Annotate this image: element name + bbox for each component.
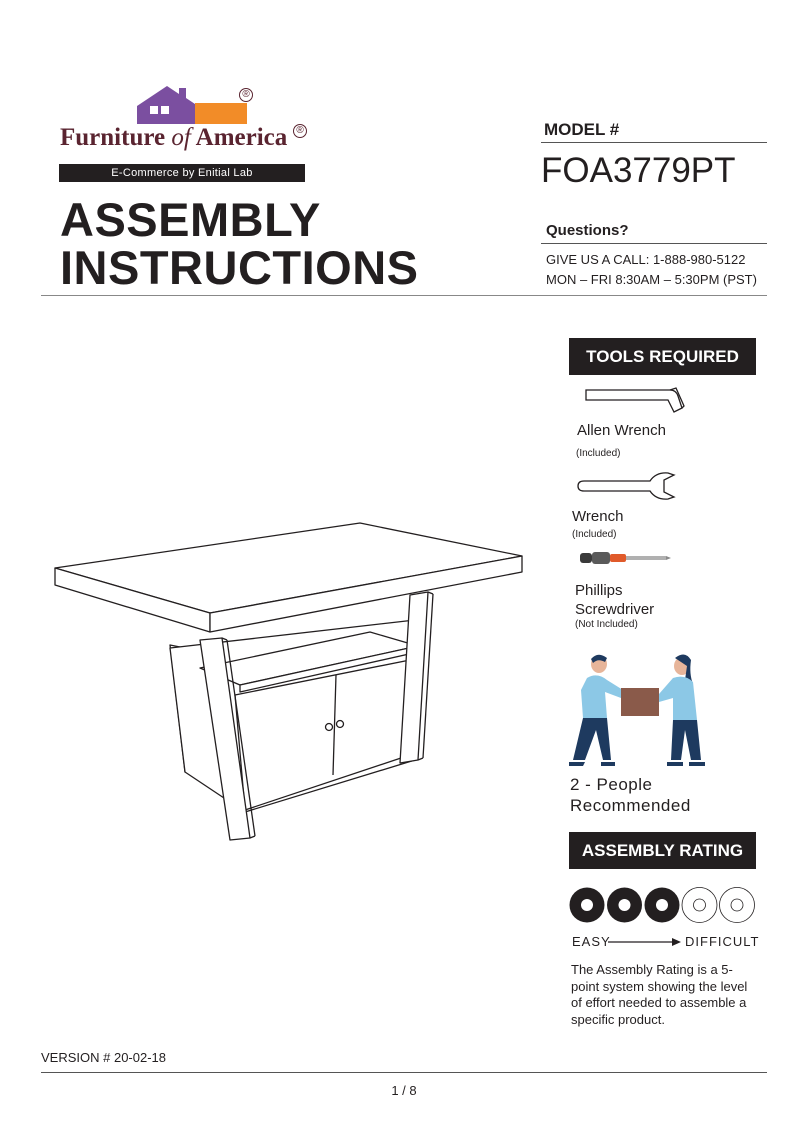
tool-name-wrench: Wrench [572,508,624,525]
model-number: FOA3779PT [541,151,736,190]
tool-note-screwdriver: (Not Included) [575,619,638,630]
tool-note-wrench: (Included) [572,529,617,540]
tool-name-screwdriver-line1: Phillips [575,582,623,599]
model-label: MODEL # [544,120,620,139]
tool-note-allen-wrench: (Included) [576,448,621,459]
people-recommended-line1: 2 - People [570,775,653,794]
brand-name-part3: America [190,124,288,151]
house-logo-icon [137,84,252,126]
rating-dot-empty [720,888,755,923]
registered-mark-top: ® [239,88,253,102]
counter-height-table-with-cabinet-icon [50,520,530,850]
contact-hours: MON – FRI 8:30AM – 5:30PM (PST) [546,272,757,287]
rating-easy-label: EASY [572,934,611,949]
assembly-rating-heading: ASSEMBLY RATING [569,832,756,869]
brand-name-of: of [171,124,191,151]
rating-dots [568,885,758,925]
footer-divider [41,1072,767,1073]
rating-arrow-icon [608,936,682,948]
rating-dot-filled [607,888,642,923]
model-divider [541,142,767,143]
tools-required-heading: TOOLS REQUIRED [569,338,756,375]
registered-mark: ® [293,124,307,138]
rating-dot-filled [570,888,605,923]
tool-name-screwdriver-line2: Screwdriver [575,601,655,618]
brand-name [60,124,287,152]
version-label: VERSION # 20-02-18 [41,1050,167,1065]
brand-tagline: E-Commerce by Enitial Lab [59,164,305,182]
page-title-line1: ASSEMBLY [60,193,321,246]
page-number-text: 1 / 8 [391,1083,417,1098]
people-recommended-line2: Recommended [570,796,691,815]
rating-difficult-label: DIFFICULT [685,934,760,949]
rating-dot-filled [645,888,680,923]
page-title-line2: INSTRUCTIONS [60,241,419,294]
contact-phone: GIVE US A CALL: 1-888-980-5122 [546,252,746,267]
questions-divider [541,243,767,244]
wrench-icon [576,470,678,504]
brand-name-part1: Furniture [60,124,172,151]
two-people-carrying-box-icon [565,650,715,770]
allen-wrench-icon [584,386,690,420]
header-divider [41,295,767,296]
rating-dot-empty [682,888,717,923]
questions-label: Questions? [546,222,629,239]
rating-description: The Assembly Rating is a 5-point system showing the level of effort needed to assemble a specific product. [571,962,748,1027]
screwdriver-icon [578,549,672,567]
tool-name-allen-wrench: Allen Wrench [577,422,666,439]
page-number [0,1083,808,1098]
